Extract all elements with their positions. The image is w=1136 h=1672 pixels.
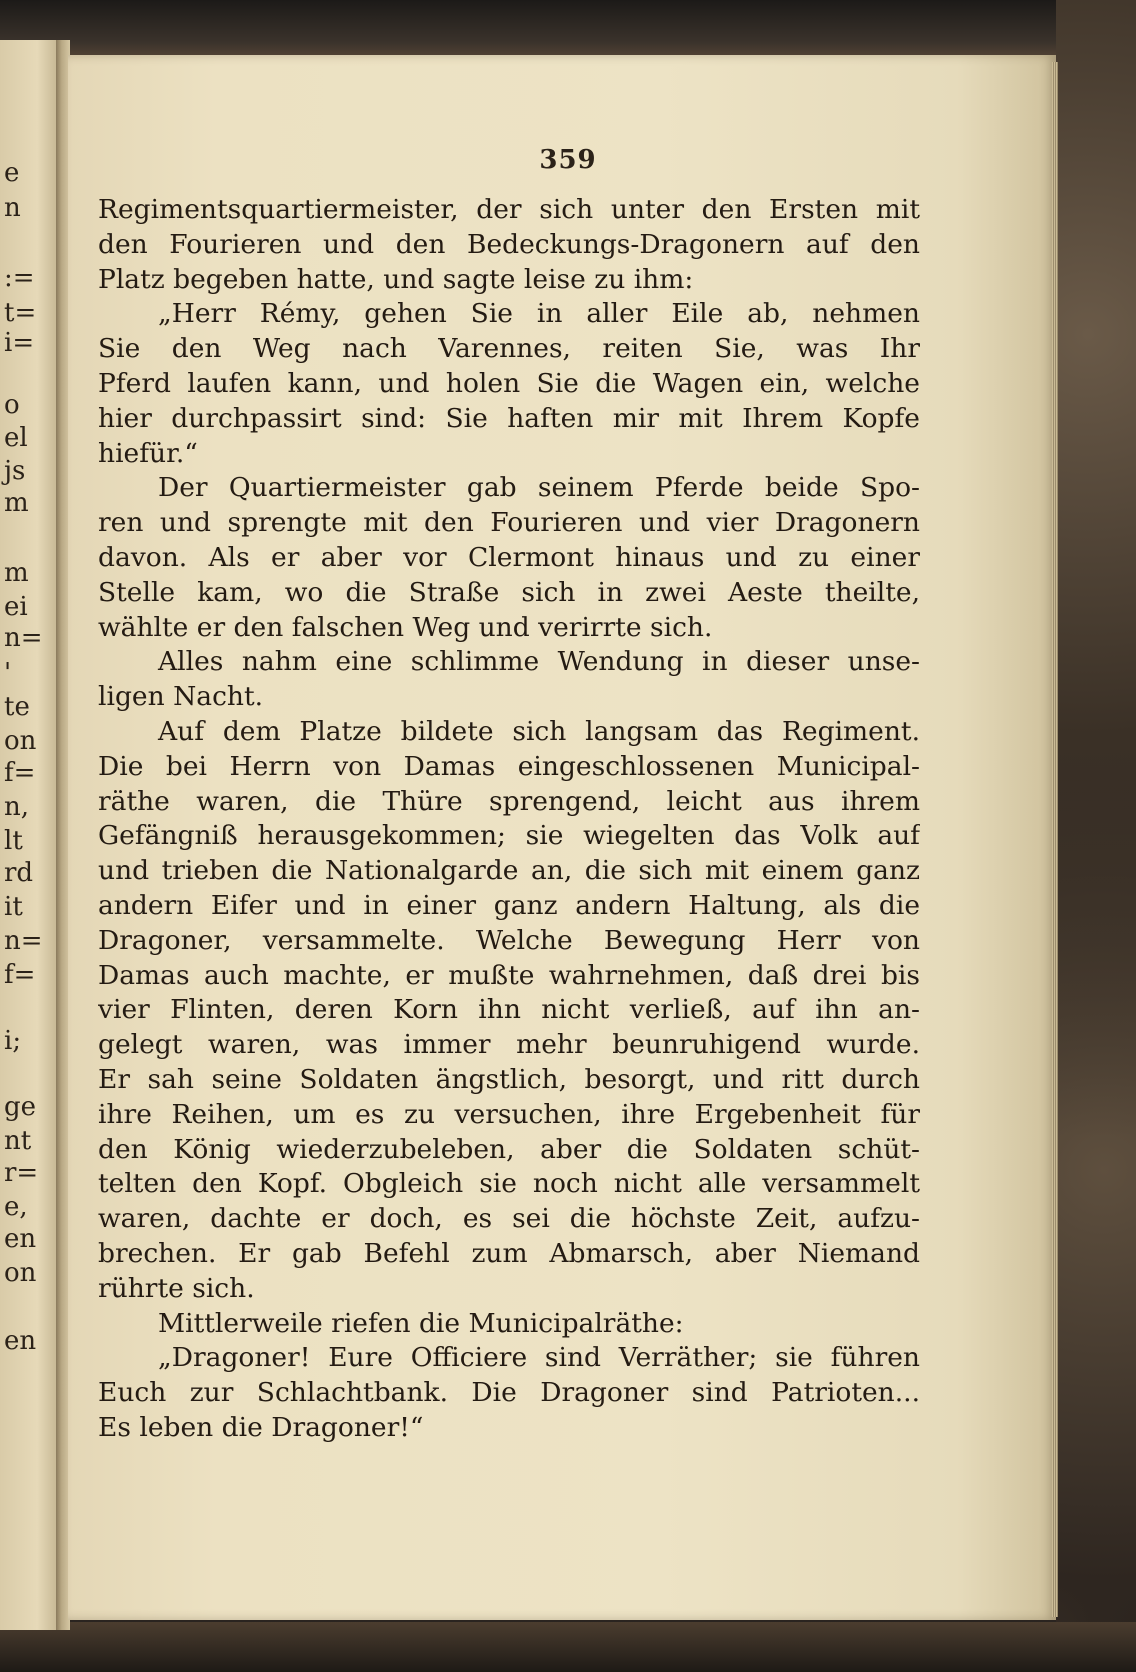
text-line: Euch zur Schlachtbank. Die Dragoner sind Patrioten... bbox=[98, 1377, 920, 1409]
facing-page-fragment: := bbox=[4, 263, 35, 293]
text-line: davon. Als er aber vor Clermont hinaus und zu einer bbox=[98, 541, 920, 573]
text-line: Die bei Herrn von Damas eingeschlossenen Municipal- bbox=[98, 750, 920, 782]
text-line: Platz begeben hatte, und sagte leise zu ihm: bbox=[98, 263, 694, 295]
facing-page-fragment: ' bbox=[4, 658, 12, 688]
facing-page-fragment: n= bbox=[4, 926, 43, 956]
facing-page-fragment: el bbox=[4, 423, 28, 453]
text-line: Der Quartiermeister gab seinem Pferde beide Spo- bbox=[158, 472, 920, 504]
page-text bbox=[98, 193, 920, 1446]
text-line: „Herr Rémy, gehen Sie in aller Eile ab, nehmen bbox=[158, 298, 920, 330]
book-cover-top bbox=[0, 0, 1136, 60]
facing-page-fragment: ge bbox=[4, 1092, 37, 1122]
text-line: ligen Nacht. bbox=[98, 681, 264, 713]
text-line: Alles nahm eine schlimme Wendung in dieser unse- bbox=[158, 646, 920, 678]
facing-page-fragment: lt bbox=[4, 826, 23, 856]
facing-page-fragment: it bbox=[4, 892, 23, 922]
facing-page-fragment: m bbox=[4, 558, 29, 588]
facing-page-fragment: m bbox=[4, 488, 29, 518]
facing-page-fragment: i; bbox=[4, 1026, 22, 1056]
text-line: hiefür.“ bbox=[98, 437, 198, 469]
facing-page-fragment: on bbox=[4, 726, 37, 756]
text-line: „Dragoner! Eure Officiere sind Verräther; sie führen bbox=[158, 1342, 920, 1374]
facing-page-fragment: te bbox=[4, 692, 30, 722]
text-line: Pferd laufen kann, und holen Sie die Wagen ein, welche bbox=[98, 367, 920, 399]
page-number: 359 bbox=[539, 145, 597, 175]
facing-page-fragment: f= bbox=[4, 960, 36, 990]
facing-page-fragment: rd bbox=[4, 858, 34, 888]
text-line: wählte er den falschen Weg und verirrte sich. bbox=[98, 611, 713, 643]
text-line: rührte sich. bbox=[98, 1272, 255, 1304]
text-line: räthe waren, die Thüre sprengend, leicht aus ihrem bbox=[98, 785, 920, 817]
text-line: Damas auch machte, er mußte wahrnehmen, daß drei bis bbox=[98, 959, 920, 991]
facing-page-fragment: i= bbox=[4, 328, 35, 358]
text-line: andern Eifer und in einer ganz andern Haltung, als die bbox=[98, 889, 920, 921]
facing-page-fragment: o bbox=[4, 390, 20, 420]
text-line: Sie den Weg nach Varennes, reiten Sie, was Ihr bbox=[98, 333, 920, 365]
text-line: und trieben die Nationalgarde an, die sich mit einem ganz bbox=[98, 855, 920, 887]
facing-page-fragment: en bbox=[4, 1224, 37, 1254]
facing-page-fragment: en bbox=[4, 1326, 37, 1356]
facing-page-fragment: r= bbox=[4, 1158, 39, 1188]
facing-page-fragment: ei bbox=[4, 592, 28, 622]
text-line: Gefängniß herausgekommen; sie wiegelten das Volk auf bbox=[98, 820, 920, 852]
facing-page-fragment: n, bbox=[4, 792, 30, 822]
facing-page-fragment: on bbox=[4, 1258, 37, 1288]
text-line: den Fourieren und den Bedeckungs-Dragonern auf den bbox=[98, 228, 920, 260]
text-line: waren, dachte er doch, es sei die höchste Zeit, aufzu- bbox=[98, 1203, 920, 1235]
text-line: Stelle kam, wo die Straße sich in zwei Aeste theilte, bbox=[98, 576, 920, 608]
facing-page-fragment: f= bbox=[4, 758, 36, 788]
facing-page-fragment: e bbox=[4, 158, 20, 188]
text-line: hier durchpassirt sind: Sie haften mir mit Ihrem Kopfe bbox=[98, 402, 920, 434]
text-line: gelegt waren, was immer mehr beunruhigend wurde. bbox=[98, 1029, 920, 1061]
page-edges bbox=[1052, 62, 1058, 1617]
text-line: den König wiederzubeleben, aber die Soldaten schüt- bbox=[98, 1133, 920, 1165]
book-cover-right bbox=[1056, 0, 1136, 1672]
text-line: Auf dem Platze bildete sich langsam das Regiment. bbox=[158, 715, 920, 747]
facing-page-fragment: nt bbox=[4, 1126, 32, 1156]
text-line: Er sah seine Soldaten ängstlich, besorgt, und ritt durch bbox=[98, 1063, 920, 1095]
book-cover-bottom bbox=[0, 1622, 1136, 1672]
facing-page-fragment: t= bbox=[4, 298, 37, 328]
text-line: ren und sprengte mit den Fourieren und vier Dragonern bbox=[98, 507, 920, 539]
facing-page-fragment: e, bbox=[4, 1192, 28, 1222]
text-line: ihre Reihen, um es zu versuchen, ihre Ergebenheit für bbox=[98, 1098, 920, 1130]
text-line: vier Flinten, deren Korn ihn nicht verließ, auf ihn an- bbox=[98, 994, 920, 1026]
facing-page-fragment: n bbox=[4, 193, 21, 223]
text-line: brechen. Er gab Befehl zum Abmarsch, aber Niemand bbox=[98, 1237, 920, 1269]
text-line: Es leben die Dragoner!“ bbox=[98, 1411, 424, 1443]
text-line: Dragoner, versammelte. Welche Bewegung Herr von bbox=[98, 924, 920, 956]
facing-page-fragment: js bbox=[4, 456, 26, 486]
text-line: Regimentsquartiermeister, der sich unter den Ersten mit bbox=[98, 194, 920, 225]
text-line: telten den Kopf. Obgleich sie noch nicht alle versammelt bbox=[98, 1168, 920, 1200]
text-line: Mittlerweile riefen die Municipalräthe: bbox=[158, 1307, 684, 1339]
facing-page-fragment: n= bbox=[4, 623, 43, 653]
facing-page-edge bbox=[0, 40, 62, 1630]
